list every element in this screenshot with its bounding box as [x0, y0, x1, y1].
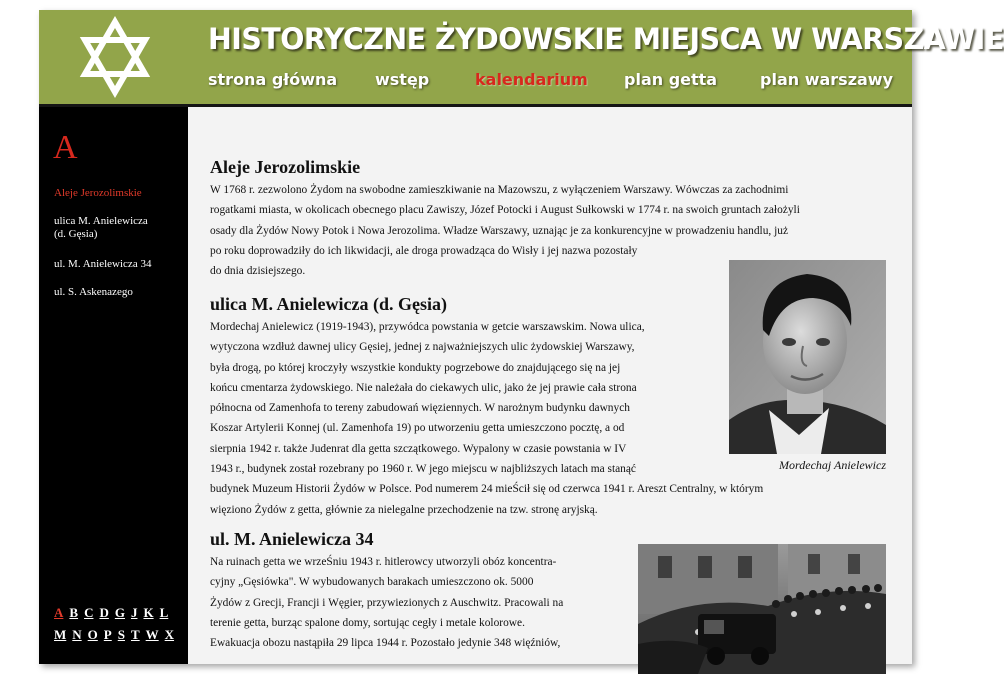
text-line: Ewakuacja obozu nastąpiła 29 lipca 1944 r. Pozostało jedynie 348 więźniów, — [210, 637, 561, 650]
alphabet-letter-n[interactable]: N — [72, 627, 82, 642]
text-line: budynek Muzeum Historii Żydów w Polsce. Pod numerem 24 mieŚcił się od czerwca 1941 r. Areszt Centralny, w którym — [210, 483, 764, 496]
text-line: 1943 r., budynek został rozebrany po 1960 r. W jego miejscu w najbliższych latach ma stanąć — [210, 463, 636, 476]
text-line: wytyczona wzdłuż dawnej ulicy Gęsiej, jednej z najważniejszych ulic żydowskiej Warszawy, — [210, 341, 635, 354]
nav-wstep[interactable]: wstęp — [375, 70, 430, 89]
alphabet-index — [54, 605, 184, 649]
sidebar-item-label: Aleje Jerozolimskie — [54, 187, 142, 199]
text-line: Na ruinach getta we wrzeŚniu 1943 r. hitlerowcy utworzyli obóz koncentra- — [210, 556, 557, 568]
portrait-caption: Mordechaj Anielewicz — [779, 458, 886, 472]
section-title-anielewicza-34: ul. M. Anielewicza 34 — [210, 529, 374, 549]
main-nav — [208, 70, 898, 94]
nav-strona-glowna[interactable]: strona główna — [208, 70, 338, 89]
text-line: Żydów z Grecji, Francji i Węgier, przywiezionych z Auschwitz. Pracowali na — [210, 596, 564, 609]
text-line: do dnia dzisiejszego. — [210, 265, 306, 278]
alphabet-letter-k[interactable]: K — [143, 605, 154, 620]
sidebar-item-anielewicza-34[interactable] — [54, 258, 151, 271]
text-line: terenie getta, burząc spalone domy, sortując cegły i metale kolorowe. — [210, 616, 525, 629]
alphabet-letter-c[interactable]: C — [84, 605, 94, 620]
text-line: była drogą, po której kroczyły wszystkie kondukty pogrzebowe do znajdującego się na jej — [210, 361, 621, 374]
sidebar-item-askenazego[interactable] — [54, 286, 133, 299]
portrait-photo — [729, 260, 886, 454]
nav-plan-warszawy[interactable]: plan warszawy — [760, 70, 894, 89]
alphabet-row — [54, 627, 184, 643]
section-text-ulica-anielewicza — [210, 317, 764, 520]
text-line: północna od Zamenhofa to tereny zabudowań więziennych. W narożnym budynku dawnych — [210, 402, 630, 415]
text-line: W 1768 r. zezwolono Żydom na swobodne zamieszkiwanie na Mazowszu, z wyłączeniem Warszawy. Wówczas za zachodnimi — [210, 184, 789, 196]
alphabet-letter-j[interactable]: J — [130, 605, 138, 620]
portrait-photo-image — [729, 260, 886, 454]
text-line: Mordechaj Anielewicz (1919-1943), przywódca powstania w getcie warszawskim. Nowa ulica, — [210, 321, 645, 333]
site-header — [39, 10, 1004, 107]
text-line: Koszar Artylerii Konnej (ul. Zamenhofa 19) po utworzeniu getta umieszczono pocztę, a od — [210, 422, 625, 435]
alphabet-letter-x[interactable]: X — [164, 627, 175, 642]
main-content — [188, 107, 912, 664]
text-line: końcu cmentarza żydowskiego. Nie należała do ciekawych ulic, jako że jej prawie cała strona — [210, 381, 637, 394]
sidebar-item-label: ulica M. Anielewicza — [54, 215, 148, 227]
text-line: rogatkami miasta, w okolicach obecnego placu Zawiszy, Józef Potocki i August Sułkowski w 1774 r. na swoich gruntach założyli — [210, 204, 800, 217]
current-letter-heading: A — [53, 129, 78, 166]
sidebar-item-ulica-anielewicza[interactable] — [54, 215, 148, 241]
alphabet-letter-w[interactable]: W — [145, 627, 159, 642]
alphabet-letter-b[interactable]: B — [69, 605, 79, 620]
alphabet-letter-d[interactable]: D — [99, 605, 109, 620]
alphabet-letter-m[interactable]: M — [54, 627, 67, 642]
alphabet-letter-s[interactable]: S — [117, 627, 125, 642]
section-title-aleje-jerozolimskie: Aleje Jerozolimskie — [210, 157, 361, 177]
gesiowka-photo — [638, 544, 886, 674]
sidebar — [39, 107, 188, 664]
sidebar-item-label: ul. S. Askenazego — [54, 286, 133, 298]
alphabet-letter-t[interactable]: T — [130, 627, 140, 642]
text-line: sierpnia 1942 r. także Judenrat dla getta szczątkowego. Wypalony w czasie powstania w IV — [210, 442, 627, 455]
text-line: po roku doprowadziły do ich likwidacji, ale droga prowadząca do Wisły i jej nazwa pozostały — [210, 244, 638, 257]
nav-plan-getta[interactable]: plan getta — [624, 70, 718, 89]
alphabet-letter-o[interactable]: O — [87, 627, 98, 642]
alphabet-letter-g[interactable]: G — [114, 605, 125, 620]
text-line: cyjny „Gęsiówka". W wybudowanych barakach umieszczono ok. 5000 — [210, 576, 534, 589]
section-title-ulica-anielewicza: ulica M. Anielewicza (d. Gęsia) — [210, 294, 447, 314]
gesiowka-photo-image — [638, 544, 886, 674]
sidebar-item-aleje-jerozolimskie[interactable] — [54, 187, 142, 200]
section-text-anielewicza-34 — [210, 552, 620, 653]
page-frame — [39, 10, 1004, 664]
star-of-david-icon[interactable] — [79, 18, 151, 96]
alphabet-row — [54, 605, 184, 621]
nav-kalendarium[interactable]: kalendarium — [475, 70, 588, 89]
text-line: osady dla Żydów Nowy Potok i Nowa Jerozolima. Władze Warszawy, uznając je za konkurencyjne w prowadzeniu handlu, już — [210, 224, 789, 237]
alphabet-letter-p[interactable]: P — [103, 627, 112, 642]
sidebar-item-sublabel: (d. Gęsia) — [54, 228, 98, 240]
sidebar-item-label: ul. M. Anielewicza 34 — [54, 258, 152, 270]
site-title: HISTORYCZNE ŻYDOWSKIE MIEJSCA W WARSZAWIE — [208, 22, 1004, 56]
alphabet-letter-l[interactable]: L — [159, 605, 169, 620]
alphabet-letter-a[interactable]: A — [54, 605, 64, 620]
text-line: więziono Żydów z getta, głównie za nielegalne przechodzenie na tzw. stronę aryjską. — [210, 503, 598, 516]
